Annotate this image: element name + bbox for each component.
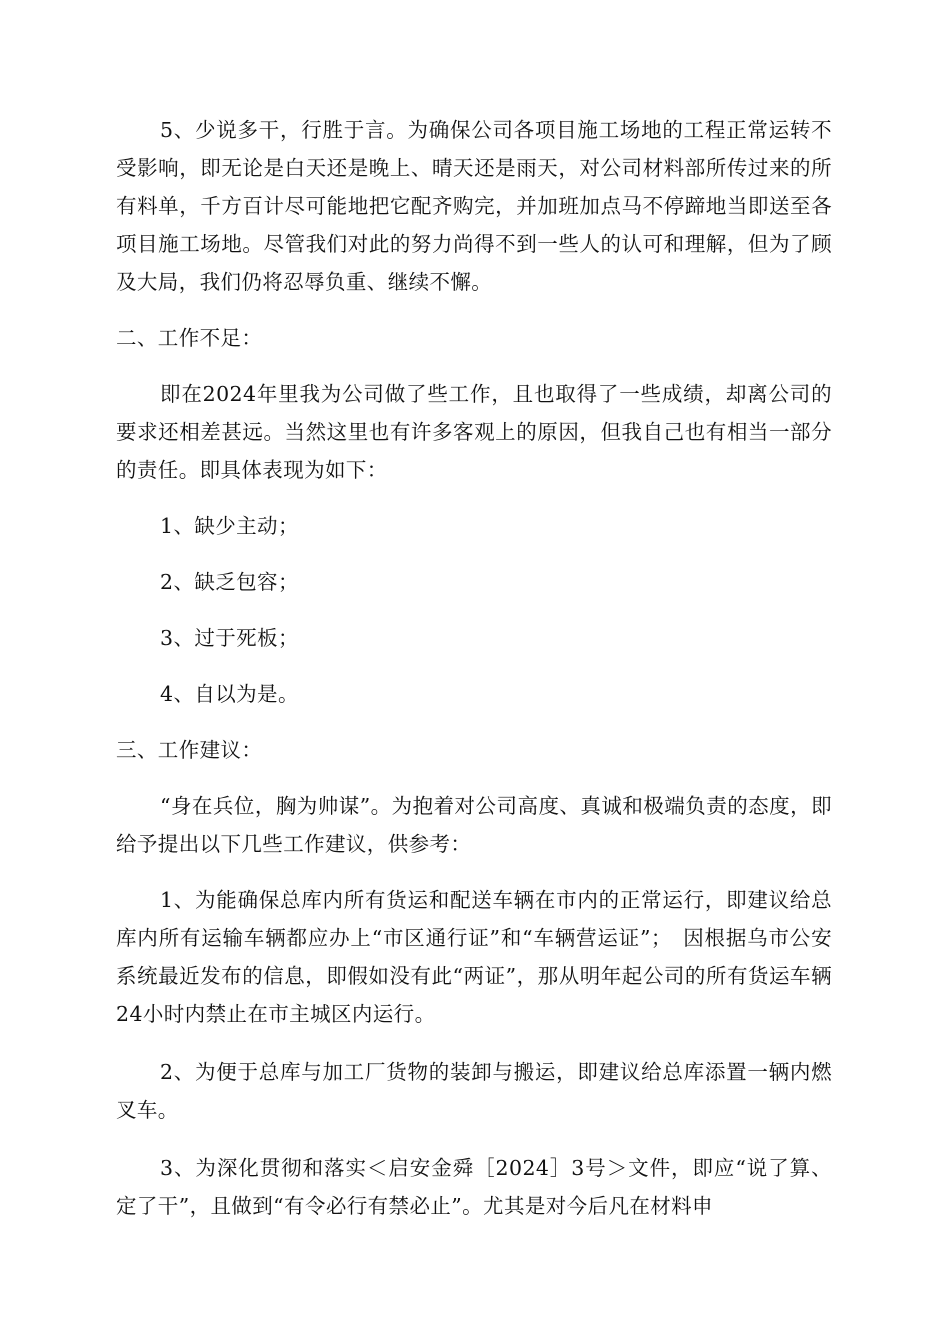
paragraph-point-5: 5、少说多干，行胜于言。为确保公司各项目施工场地的工程正常运转不受影响，即无论是白天还是晚上、晴天还是雨天，对公司材料部所传过来的所有料单，千方百计尽可能地把它配齐购完，并加班加点马不停蹄地当即送至各项目施工场地。尽管我们对此的努力尚得不到一些人的认可和理解，但为了顾及大局，我们仍将忍辱负重、继续不懈。 xyxy=(116,118,832,294)
section-heading-shortcomings: 二、工作不足： xyxy=(116,326,263,350)
section-heading-suggestions: 三、工作建议： xyxy=(116,738,263,762)
paragraph-shortcomings-intro: 即在2024年里我为公司做了些工作，且也取得了一些成绩，却离公司的要求还相差甚远。当然这里也有许多客观上的原因，但我自己也有相当一部分的责任。即具体表现为如下： xyxy=(116,382,832,482)
paragraph-suggestions-intro: “身在兵位，胸为帅谋”。为抱着对公司高度、真诚和极端负责的态度，即给予提出以下几些工作建议，供参考： xyxy=(116,794,832,856)
list-item-shortcoming-3: 3、过于死板； xyxy=(160,626,299,650)
paragraph-suggestion-1: 1、为能确保总库内所有货运和配送车辆在市内的正常运行，即建议给总库内所有运输车辆都应办上“市区通行证”和“车辆营运证”； 因根据乌市公安系统最近发布的信息，即假如没有此“两证”，那从明年起公司的所有货运车辆24小时内禁止在市主城区内运行。 xyxy=(116,888,832,1026)
document-page xyxy=(116,111,832,1225)
list-item-shortcoming-4: 4、自以为是。 xyxy=(160,682,299,706)
list-item-shortcoming-2: 2、缺乏包容； xyxy=(160,570,299,594)
paragraph-suggestion-2: 2、为便于总库与加工厂货物的装卸与搬运，即建议给总库添置一辆内燃叉车。 xyxy=(116,1060,832,1122)
paragraph-suggestion-3: 3、为深化贯彻和落实＜启安金舜［2024］3号＞文件，即应“说了算、定了干”，且做到“有令必行有禁必止”。尤其是对今后凡在材料申 xyxy=(116,1156,832,1218)
list-item-shortcoming-1: 1、缺少主动； xyxy=(160,514,299,538)
